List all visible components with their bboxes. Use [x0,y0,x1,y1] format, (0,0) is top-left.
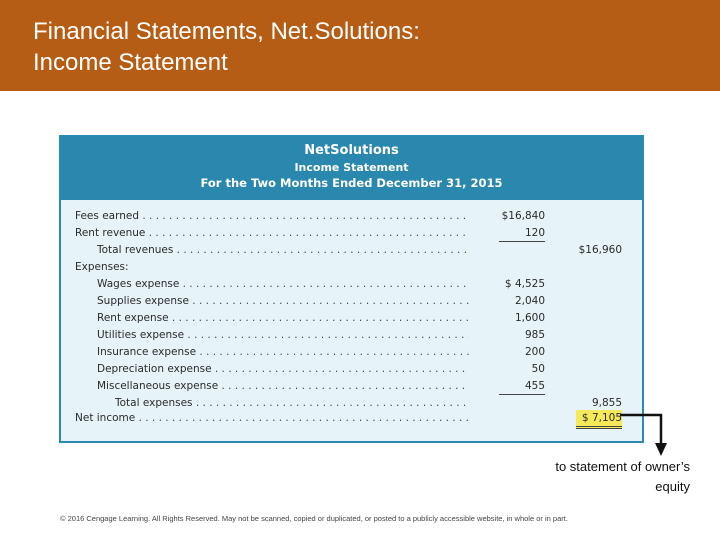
row-col2: 9,855 [576,395,622,412]
row-label: Miscellaneous expense . . . [97,378,470,394]
owners-equity-note [470,457,690,497]
row-label: Net income . . . [75,410,470,426]
row-col1: 50 [531,363,545,375]
row-col1: 200 [524,346,545,358]
statement-name: Income Statement [294,161,409,174]
row-label: Rent revenue . . . [75,225,470,241]
row-label: Insurance expense . . . [97,344,470,360]
row-col1: 455 [499,378,545,395]
copyright-notice: © 2016 Cengage Learning. All Rights Reserved. May not be scanned, copied or duplicated, or posted to a publicly accessible website, in whole or in part. [60,514,568,523]
row-col2: $16,960 [578,244,622,256]
row-label: Total expenses . . . [115,395,470,411]
note-line2: equity [655,479,690,494]
row-label: Supplies expense . . . [97,293,470,309]
row-col1: 1,600 [514,312,545,324]
arrow-line [620,415,661,444]
arrow-head [655,443,667,456]
note-line1: to statement of owner’s [555,459,690,474]
statement-period: For the Two Months Ended December 31, 2015 [200,176,503,190]
row-label: Rent expense . . . [97,310,470,326]
row-label: Expenses: [75,261,129,273]
statement-company: NetSolutions [304,143,399,158]
row-label: Depreciation expense . . . [97,361,470,377]
row-col1: 120 [499,225,545,242]
row-col1: $ 4,525 [504,278,545,290]
row-label: Utilities expense . . . [97,327,470,343]
slide-title-line2: Income Statement [33,49,228,76]
row-label: Fees earned . . . [75,208,470,224]
row-col2: $ 7,105 [576,410,622,429]
row-label: Total revenues . . . [97,242,470,258]
row-col1: $16,840 [501,210,545,222]
row-label: Wages expense . . . [97,276,470,292]
row-col1: 985 [524,329,545,341]
slide-title-line1: Financial Statements, Net.Solutions: [33,18,420,45]
row-col1: 2,040 [514,295,545,307]
